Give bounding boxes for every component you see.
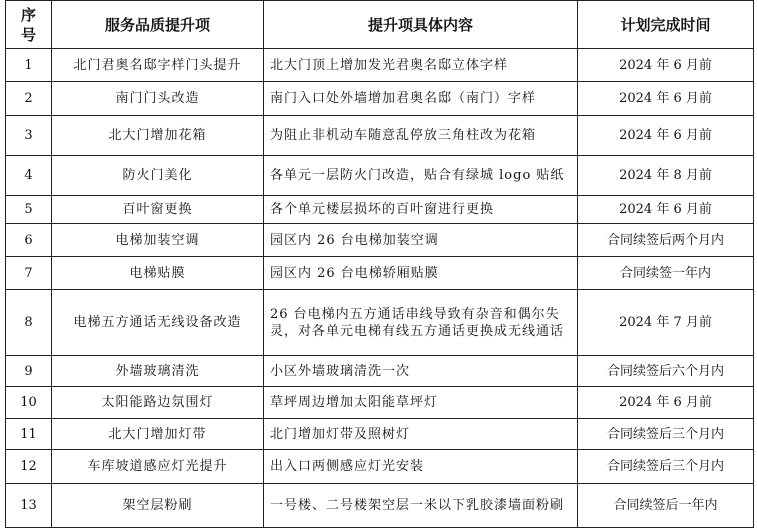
row-content: 为阻止非机动车随意乱停放三角柱改为花箱 bbox=[264, 116, 578, 156]
row-content: 小区外墙玻璃清洗一次 bbox=[264, 356, 578, 387]
row-content: 北门增加灯带及照树灯 bbox=[264, 419, 578, 450]
table-row bbox=[6, 484, 754, 528]
row-time: 合同续签后三个月内 bbox=[578, 450, 754, 484]
row-time: 合同续签一年内 bbox=[578, 257, 754, 290]
row-item: 百叶窗更换 bbox=[52, 196, 264, 224]
row-item: 电梯五方通话无线设备改造 bbox=[52, 290, 264, 356]
row-content: 各个单元楼层损坏的百叶窗进行更换 bbox=[264, 196, 578, 224]
row-number: 9 bbox=[6, 356, 52, 387]
header-item: 服务品质提升项 bbox=[52, 1, 264, 49]
row-item: 北大门增加花箱 bbox=[52, 116, 264, 156]
row-time: 2024 年 6 月前 bbox=[578, 196, 754, 224]
row-time: 2024 年 8 月前 bbox=[578, 156, 754, 196]
table-row bbox=[6, 156, 754, 196]
row-content: 一号楼、二号楼架空层一米以下乳胶漆墙面粉刷 bbox=[264, 484, 578, 528]
table-row bbox=[6, 450, 754, 484]
row-number: 8 bbox=[6, 290, 52, 356]
row-item: 北大门增加灯带 bbox=[52, 419, 264, 450]
table-row bbox=[6, 387, 754, 419]
header-time: 计划完成时间 bbox=[578, 1, 754, 49]
row-item: 外墙玻璃清洗 bbox=[52, 356, 264, 387]
row-number: 6 bbox=[6, 224, 52, 257]
table-row bbox=[6, 257, 754, 290]
table-header-row bbox=[6, 1, 754, 49]
row-number: 13 bbox=[6, 484, 52, 528]
row-time: 2024 年 7 月前 bbox=[578, 290, 754, 356]
table-row bbox=[6, 82, 754, 116]
row-content: 草坪周边增加太阳能草坪灯 bbox=[264, 387, 578, 419]
row-item: 防火门美化 bbox=[52, 156, 264, 196]
table-row bbox=[6, 196, 754, 224]
row-item: 车库坡道感应灯光提升 bbox=[52, 450, 264, 484]
table-row bbox=[6, 419, 754, 450]
row-number: 1 bbox=[6, 49, 52, 82]
table-row bbox=[6, 116, 754, 156]
row-item: 北门君奥名邸字样门头提升 bbox=[52, 49, 264, 82]
row-content: 南门入口处外墙增加君奥名邸（南门）字样 bbox=[264, 82, 578, 116]
row-number: 11 bbox=[6, 419, 52, 450]
service-improvement-table bbox=[5, 0, 754, 528]
row-time: 合同续签后两个月内 bbox=[578, 224, 754, 257]
table-row bbox=[6, 224, 754, 257]
row-time: 合同续签后三个月内 bbox=[578, 419, 754, 450]
row-content: 园区内 26 台电梯轿厢贴膜 bbox=[264, 257, 578, 290]
row-item: 南门门头改造 bbox=[52, 82, 264, 116]
row-time: 合同续签后六个月内 bbox=[578, 356, 754, 387]
row-number: 5 bbox=[6, 196, 52, 224]
header-content: 提升项具体内容 bbox=[264, 1, 578, 49]
row-content: 26 台电梯内五方通话串线导致有杂音和偶尔失灵，对各单元电梯有线五方通话更换成无线通话 bbox=[264, 290, 578, 356]
row-number: 10 bbox=[6, 387, 52, 419]
row-content: 北大门顶上增加发光君奥名邸立体字样 bbox=[264, 49, 578, 82]
row-number: 2 bbox=[6, 82, 52, 116]
row-item: 太阳能路边氛围灯 bbox=[52, 387, 264, 419]
row-item: 电梯加装空调 bbox=[52, 224, 264, 257]
row-content: 出入口两侧感应灯光安装 bbox=[264, 450, 578, 484]
row-number: 7 bbox=[6, 257, 52, 290]
row-number: 12 bbox=[6, 450, 52, 484]
row-number: 3 bbox=[6, 116, 52, 156]
row-item: 架空层粉刷 bbox=[52, 484, 264, 528]
row-time: 2024 年 6 月前 bbox=[578, 116, 754, 156]
header-no: 序号 bbox=[6, 1, 52, 49]
row-content: 各单元一层防火门改造，贴合有绿城 logo 贴纸 bbox=[264, 156, 578, 196]
row-item: 电梯贴膜 bbox=[52, 257, 264, 290]
table-row bbox=[6, 290, 754, 356]
table-row bbox=[6, 49, 754, 82]
row-time: 2024 年 6 月前 bbox=[578, 49, 754, 82]
row-time: 2024 年 6 月前 bbox=[578, 82, 754, 116]
row-time: 合同续签后一年内 bbox=[578, 484, 754, 528]
table-row bbox=[6, 356, 754, 387]
row-time: 2024 年 6 月前 bbox=[578, 387, 754, 419]
row-content: 园区内 26 台电梯加装空调 bbox=[264, 224, 578, 257]
row-number: 4 bbox=[6, 156, 52, 196]
